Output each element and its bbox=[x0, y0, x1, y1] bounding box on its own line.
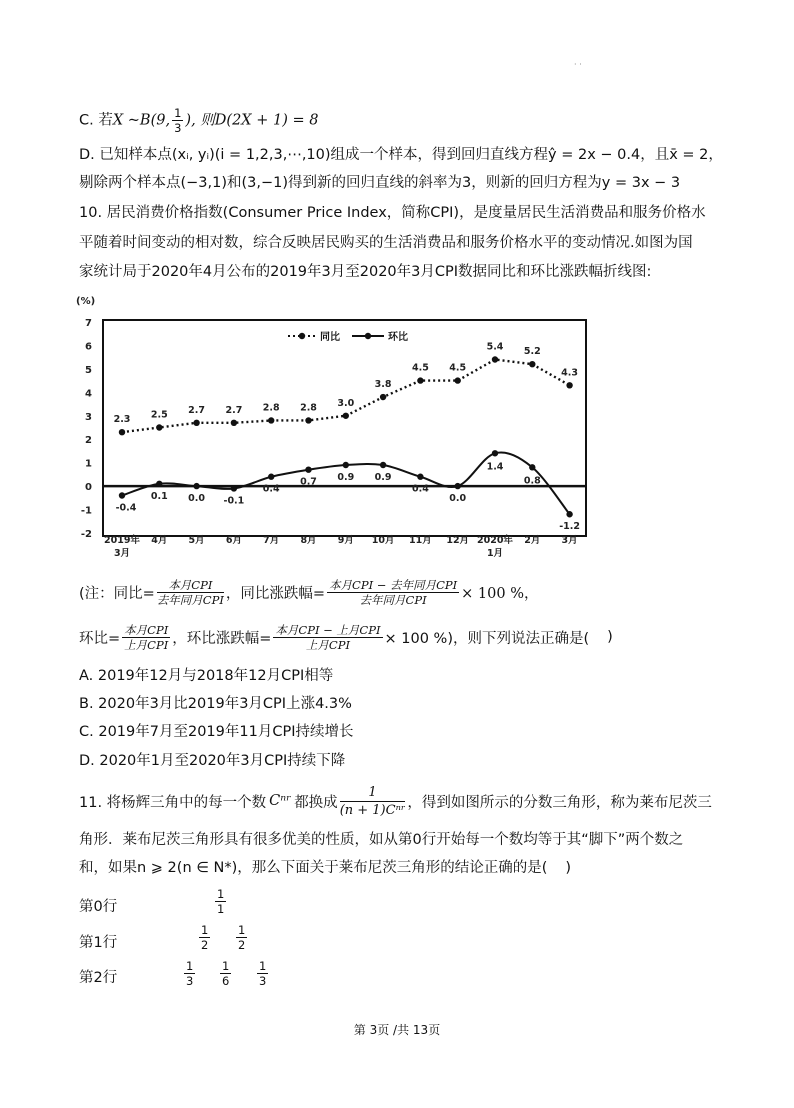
data-point-tongbi bbox=[566, 382, 572, 388]
note2-b: ，环比涨跌幅= bbox=[172, 630, 272, 647]
note2-d: ) bbox=[607, 629, 613, 645]
q10-line3: 家统计局于2020年4月公布的2019年3月至2020年3月CPI数据同比和环比涨跌幅折线图: bbox=[79, 264, 652, 280]
data-label-huanbi: 0.7 bbox=[300, 476, 317, 488]
triangle-row-2-frac-1 bbox=[218, 959, 233, 988]
legend-label-huanbi: 环比 bbox=[388, 332, 408, 343]
row2-f0-num: 1 bbox=[186, 959, 194, 973]
data-point-huanbi bbox=[492, 450, 498, 456]
data-point-tongbi bbox=[380, 394, 386, 400]
data-label-tongbi: 3.0 bbox=[337, 397, 355, 409]
q11-line2: 角形．莱布尼茨三角形具有很多优美的性质，如从第0行开始每一个数均等于其“脚下”两个数之 bbox=[79, 832, 684, 848]
data-label-tongbi: 2.5 bbox=[150, 409, 168, 421]
x-tick-labels bbox=[104, 534, 578, 559]
option-d-line1: D. 已知样本点(xᵢ, yᵢ)(i = 1,2,3,⋯,10)组成一个样本，得到回归直线方程ŷ = 2x − 0.4，且x̄ = 2， bbox=[79, 147, 723, 163]
x-tick-label: 2019年 bbox=[104, 535, 140, 546]
q11-line3-a: 和，如果n ⩾ 2(n ∈ N*)，那么下面关于莱布尼茨三角形的结论正确的是( bbox=[79, 860, 548, 876]
note1-fraction2 bbox=[327, 578, 459, 607]
plot-frame bbox=[103, 320, 586, 536]
x-tick-label: 8月 bbox=[300, 535, 317, 546]
data-label-tongbi: 5.4 bbox=[486, 341, 504, 353]
data-label-tongbi: 2.8 bbox=[262, 402, 280, 414]
data-point-tongbi bbox=[343, 413, 349, 419]
option-c bbox=[79, 106, 318, 135]
x-tick-label: 7月 bbox=[263, 535, 280, 546]
data-point-huanbi bbox=[566, 511, 572, 517]
x-tick-label: 11月 bbox=[409, 535, 432, 546]
data-label-tongbi: 2.7 bbox=[188, 404, 206, 416]
q10-option-d: D. 2020年1月至2020年3月CPI持续下降 bbox=[79, 753, 346, 769]
data-label-tongbi: 3.8 bbox=[374, 379, 392, 391]
triangle-row-1-label: 第1行 bbox=[79, 935, 118, 951]
q10-option-a: A. 2019年12月与2018年12月CPI相等 bbox=[79, 668, 334, 684]
q11-line1-b: 都换成 bbox=[294, 794, 338, 811]
row0-f0-num: 1 bbox=[217, 887, 225, 901]
y-tick-label: 0 bbox=[85, 482, 92, 494]
series-group bbox=[114, 342, 580, 533]
triangle-row-2-frac-0 bbox=[182, 959, 197, 988]
x-tick-label: 5月 bbox=[188, 535, 205, 546]
option-c-frac-den: 3 bbox=[174, 121, 182, 135]
note2-a: 环比= bbox=[79, 630, 121, 647]
option-c-fraction bbox=[172, 106, 183, 135]
x-tick-label: 3月 bbox=[113, 548, 131, 559]
data-label-huanbi: 0.9 bbox=[374, 472, 392, 484]
data-point-tongbi bbox=[231, 420, 237, 426]
data-label-huanbi: 0.8 bbox=[523, 475, 541, 487]
data-label-huanbi: 0.9 bbox=[337, 472, 355, 484]
x-tick-label: 2月 bbox=[524, 535, 541, 546]
data-point-tongbi bbox=[455, 377, 461, 383]
legend-marker-tongbi bbox=[299, 333, 305, 339]
x-tick-label: 6月 bbox=[225, 535, 242, 546]
data-point-huanbi bbox=[343, 462, 349, 468]
data-point-tongbi bbox=[529, 361, 535, 367]
note2-f1-den: 上月CPI bbox=[124, 637, 169, 652]
row2-f0-den: 3 bbox=[186, 974, 194, 988]
x-tick-label: 1月 bbox=[486, 548, 504, 559]
data-label-tongbi: 4.3 bbox=[561, 367, 579, 379]
y-tick-label: 7 bbox=[85, 318, 92, 329]
data-point-tongbi bbox=[417, 377, 423, 383]
data-label-huanbi: 0.4 bbox=[411, 483, 429, 495]
q11-c-symbol: Cⁿʳ bbox=[269, 793, 292, 809]
cpi-line-chart bbox=[66, 290, 606, 565]
data-point-huanbi bbox=[231, 485, 237, 491]
series-line-tongbi bbox=[122, 360, 570, 433]
data-label-tongbi: 4.5 bbox=[411, 362, 429, 374]
q11-line3 bbox=[79, 858, 571, 878]
note1-f1-num: 本月CPI bbox=[157, 578, 224, 593]
row1-f0-den: 2 bbox=[201, 938, 209, 952]
y-tick-label: 1 bbox=[85, 458, 92, 470]
data-point-tongbi bbox=[156, 424, 162, 430]
y-tick-label: -1 bbox=[80, 505, 92, 517]
triangle-row-1-frac-0 bbox=[197, 923, 212, 952]
option-c-frac-num: 1 bbox=[174, 106, 182, 120]
data-label-huanbi: 0.4 bbox=[262, 483, 280, 495]
row2-f1-den: 6 bbox=[222, 974, 230, 988]
data-label-tongbi: 2.8 bbox=[300, 402, 317, 414]
row2-f2-num: 1 bbox=[259, 959, 267, 973]
row2-f2-den: 3 bbox=[259, 974, 267, 988]
header-mark: · · bbox=[574, 60, 582, 69]
note2-c: × 100 %)，则下列说法正确是( bbox=[384, 630, 590, 647]
q11-line3-b: ) bbox=[565, 860, 572, 876]
q10-line2: 平随着时间变动的相对数，综合反映居民购买的生活消费品和服务价格水平的变动情况.如图为国 bbox=[79, 235, 693, 251]
y-tick-label: 2 bbox=[85, 435, 92, 447]
data-label-huanbi: 0.0 bbox=[188, 493, 206, 505]
note1-fraction1 bbox=[157, 578, 224, 607]
q10-line1: 10. 居民消费价格指数(Consumer Price Index，简称CPI)，是度量居民生活消费品和服务价格水 bbox=[79, 205, 706, 221]
data-point-huanbi bbox=[156, 481, 162, 487]
triangle-row-0-label: 第0行 bbox=[79, 899, 118, 915]
legend-marker-huanbi bbox=[365, 333, 371, 339]
q10-option-c: C. 2019年7月至2019年11月CPI持续增长 bbox=[79, 724, 354, 740]
note1-f2-den: 去年同月CPI bbox=[359, 592, 427, 607]
data-label-huanbi: -0.1 bbox=[223, 495, 245, 507]
data-point-huanbi bbox=[455, 483, 461, 489]
q11-fraction bbox=[340, 784, 406, 819]
data-point-huanbi bbox=[119, 492, 125, 498]
option-c-prefix: C. 若 bbox=[79, 112, 113, 129]
y-tick-label: 3 bbox=[85, 411, 92, 423]
y-tick-labels bbox=[81, 318, 92, 540]
triangle-row-2-label: 第2行 bbox=[79, 970, 118, 986]
data-point-huanbi bbox=[305, 467, 311, 473]
q11-frac-den: (n + 1)Cⁿʳ bbox=[339, 802, 406, 818]
option-c-tail: ), 则D(2X + 1) = 8 bbox=[185, 112, 319, 129]
triangle-row-0-frac-0 bbox=[213, 887, 228, 916]
page-footer: 第 3页 /共 13页 bbox=[353, 1023, 441, 1037]
data-label-huanbi: -1.2 bbox=[559, 521, 580, 533]
y-tick-label: -2 bbox=[80, 529, 92, 540]
x-tick-label: 4月 bbox=[151, 535, 168, 546]
y-tick-label: 4 bbox=[85, 388, 92, 400]
data-label-tongbi: 2.7 bbox=[225, 404, 243, 416]
data-point-huanbi bbox=[268, 474, 274, 480]
data-point-tongbi bbox=[492, 356, 498, 362]
triangle-row-1-frac-1 bbox=[234, 923, 249, 952]
data-label-tongbi: 2.3 bbox=[113, 414, 131, 426]
y-unit-label: (%) bbox=[76, 296, 96, 307]
q11-line1-a: 11. 将杨辉三角中的每一个数 bbox=[79, 794, 267, 811]
data-point-huanbi bbox=[529, 464, 535, 470]
legend-label-tongbi: 同比 bbox=[320, 332, 340, 343]
option-d-line2: 剔除两个样本点(−3,1)和(3,−1)得到新的回归直线的斜率为3，则新的回归方程为y = 3x − 3 bbox=[79, 175, 681, 191]
triangle-row-2-frac-2 bbox=[255, 959, 270, 988]
data-point-tongbi bbox=[193, 420, 199, 426]
legend bbox=[288, 330, 408, 343]
data-point-tongbi bbox=[305, 417, 311, 423]
data-point-tongbi bbox=[119, 429, 125, 435]
data-label-huanbi: 1.4 bbox=[486, 461, 504, 473]
data-label-tongbi: 5.2 bbox=[523, 346, 541, 358]
note1-f1-den: 去年同月CPI bbox=[156, 592, 224, 607]
note2-f2-den: 上月CPI bbox=[305, 637, 350, 652]
data-point-huanbi bbox=[417, 474, 423, 480]
data-label-huanbi: 0.1 bbox=[150, 490, 168, 502]
row1-f0-num: 1 bbox=[201, 923, 209, 937]
row1-f1-num: 1 bbox=[238, 923, 246, 937]
data-point-huanbi bbox=[193, 483, 199, 489]
data-label-huanbi: -0.4 bbox=[115, 502, 137, 514]
q10-note-line1 bbox=[79, 574, 539, 610]
q10-option-b: B. 2020年3月比2019年3月CPI上涨4.3% bbox=[79, 696, 352, 712]
data-label-tongbi: 4.5 bbox=[449, 362, 467, 374]
note1-f2-num: 本月CPI − 去年同月CPI bbox=[329, 577, 458, 592]
note2-fraction2 bbox=[273, 623, 382, 652]
option-c-stmt: X ~B(9, bbox=[112, 112, 171, 129]
row0-f0-den: 1 bbox=[217, 902, 225, 916]
data-point-tongbi bbox=[268, 417, 274, 423]
y-tick-label: 5 bbox=[85, 364, 92, 376]
row2-f1-num: 1 bbox=[222, 959, 230, 973]
q10-note-line2 bbox=[79, 619, 613, 655]
note2-fraction1 bbox=[122, 623, 170, 652]
note2-f1-num: 本月CPI bbox=[124, 622, 169, 637]
x-tick-label: 9月 bbox=[337, 535, 354, 546]
data-point-huanbi bbox=[380, 462, 386, 468]
x-tick-label: 10月 bbox=[371, 535, 395, 546]
y-tick-label: 6 bbox=[85, 341, 92, 353]
note1-c: × 100 %， bbox=[461, 585, 539, 602]
note1-b: ，同比涨跌幅= bbox=[225, 585, 326, 602]
q11-frac-num: 1 bbox=[340, 784, 406, 802]
x-tick-label: 3月 bbox=[561, 535, 578, 546]
x-tick-label: 12月 bbox=[446, 535, 470, 546]
q11-line1 bbox=[79, 782, 712, 820]
x-tick-label: 2020年 bbox=[477, 535, 513, 546]
data-label-huanbi: 0.0 bbox=[449, 493, 467, 505]
row1-f1-den: 2 bbox=[238, 938, 246, 952]
note2-f2-num: 本月CPI − 上月CPI bbox=[275, 622, 381, 637]
q11-line1-c: ，得到如图所示的分数三角形，称为莱布尼茨三 bbox=[407, 794, 712, 811]
note1-a: (注：同比= bbox=[79, 585, 155, 602]
